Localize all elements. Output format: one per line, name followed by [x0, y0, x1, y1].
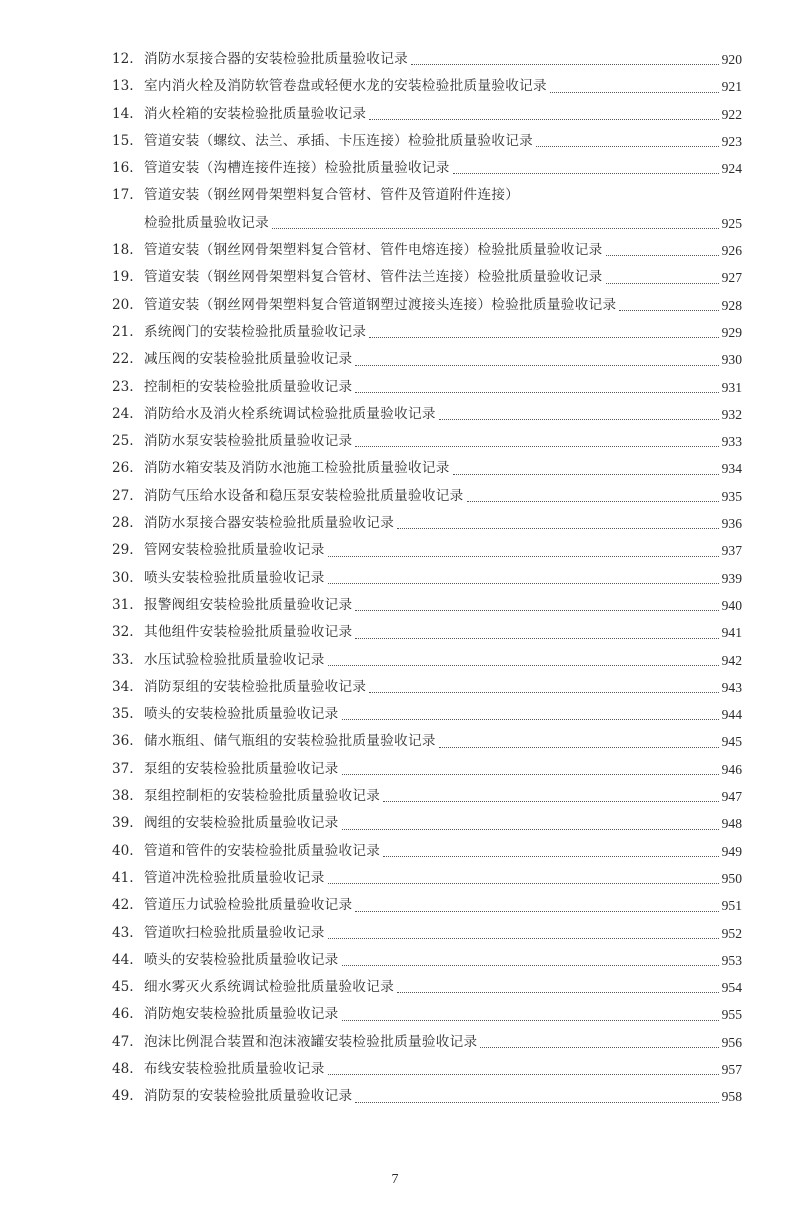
dot-leader	[383, 856, 718, 857]
toc-entry[interactable]	[112, 46, 742, 73]
dot-leader	[619, 310, 718, 311]
toc-entry[interactable]	[112, 537, 742, 564]
entry-page-number: 930	[721, 352, 742, 368]
entry-number: 37.	[112, 760, 134, 777]
entry-page-number: 948	[721, 816, 742, 832]
entry-title: 管道冲洗检验批质量验收记录	[144, 869, 325, 886]
entry-page-number: 947	[721, 789, 742, 805]
dot-leader	[328, 1074, 719, 1075]
dot-leader	[397, 528, 719, 529]
entry-title: 其他组件安装检验批质量验收记录	[144, 624, 353, 641]
entry-title: 报警阀组安装检验批质量验收记录	[144, 596, 353, 613]
entry-title: 管道压力试验检验批质量验收记录	[144, 897, 353, 914]
entry-number: 17.	[112, 187, 134, 204]
entry-title: 布线安装检验批质量验收记录	[144, 1060, 325, 1077]
dot-leader	[369, 119, 718, 120]
entry-number: 45.	[112, 979, 134, 996]
entry-page-number: 931	[721, 379, 742, 395]
entry-title: 泵组控制柜的安装检验批质量验收记录	[144, 788, 381, 805]
entry-number: 34.	[112, 678, 134, 695]
entry-number: 12.	[112, 51, 134, 67]
entry-page-number: 940	[721, 597, 742, 613]
entry-number: 31.	[112, 596, 134, 613]
entry-number: 15.	[112, 132, 134, 149]
entry-title: 管道安装（螺纹、法兰、承插、卡压连接）检验批质量验收记录	[144, 132, 534, 149]
entry-number: 36.	[112, 733, 134, 750]
dot-leader	[328, 583, 719, 584]
dot-leader	[369, 337, 718, 338]
entry-number: 41.	[112, 869, 134, 886]
entry-page-number: 937	[721, 543, 742, 559]
entry-number: 46.	[112, 1006, 134, 1023]
entry-page-number: 951	[721, 898, 742, 914]
toc-entry[interactable]	[112, 319, 742, 346]
entry-title: 消防炮安装检验批质量验收记录	[144, 1006, 339, 1023]
entry-number: 21.	[112, 323, 134, 340]
entry-number: 24.	[112, 405, 134, 422]
toc-entry[interactable]	[112, 483, 742, 510]
dot-leader	[383, 801, 718, 802]
toc-entry[interactable]	[112, 892, 742, 919]
dot-leader	[439, 419, 719, 420]
dot-leader	[453, 173, 719, 174]
entry-page-number: 929	[721, 324, 742, 340]
entry-number: 40.	[112, 842, 134, 859]
toc-entry[interactable]	[112, 182, 742, 209]
entry-title: 水压试验检验批质量验收记录	[144, 651, 325, 668]
entry-page-number: 924	[721, 161, 742, 177]
toc-entry[interactable]	[112, 128, 742, 155]
toc-entry[interactable]	[112, 264, 742, 291]
dot-leader	[606, 283, 719, 284]
entry-number: 48.	[112, 1060, 134, 1077]
dot-leader	[355, 1102, 718, 1103]
dot-leader	[536, 146, 719, 147]
entry-page-number: 944	[721, 707, 742, 723]
entry-page-number: 946	[721, 761, 742, 777]
entry-number: 35.	[112, 706, 134, 723]
toc-entry[interactable]	[112, 728, 742, 755]
entry-title: 消防水泵接合器的安装检验批质量验收记录	[144, 51, 408, 67]
entry-page-number: 932	[721, 406, 742, 422]
toc-entry[interactable]	[112, 428, 742, 455]
entry-title: 消防水泵接合器安装检验批质量验收记录	[144, 515, 395, 532]
toc-entry[interactable]	[112, 1083, 742, 1110]
dot-leader	[453, 474, 719, 475]
entry-number: 39.	[112, 815, 134, 832]
dot-leader	[355, 911, 718, 912]
toc-entry[interactable]	[112, 619, 742, 646]
entry-title: 消防水箱安装及消防水池施工检验批质量验收记录	[144, 460, 450, 477]
dot-leader	[397, 992, 719, 993]
toc-entry[interactable]	[112, 1029, 742, 1056]
entry-page-number: 952	[721, 925, 742, 941]
toc-entry[interactable]	[112, 674, 742, 701]
entry-title: 管道吹扫检验批质量验收记录	[144, 924, 325, 941]
dot-leader	[328, 556, 719, 557]
entry-page-number: 920	[721, 52, 742, 67]
entry-number: 22.	[112, 351, 134, 368]
entry-page-number: 939	[721, 570, 742, 586]
toc-entry[interactable]	[112, 947, 742, 974]
entry-title: 细水雾灭火系统调试检验批质量验收记录	[144, 979, 395, 996]
entry-number: 14.	[112, 105, 134, 122]
entry-number: 23.	[112, 378, 134, 395]
entry-page-number: 936	[721, 516, 742, 532]
dot-leader	[342, 965, 719, 966]
dot-leader	[411, 64, 719, 65]
entry-page-number: 941	[721, 625, 742, 641]
entry-title: 消防给水及消火栓系统调试检验批质量验收记录	[144, 405, 436, 422]
toc-entry[interactable]	[112, 783, 742, 810]
entry-page-number: 925	[721, 215, 742, 231]
toc-entry-continuation[interactable]	[112, 210, 742, 237]
entry-title: 管道和管件的安装检验批质量验收记录	[144, 842, 381, 859]
dot-leader	[369, 692, 718, 693]
toc-entry[interactable]	[112, 101, 742, 128]
toc-entry[interactable]	[112, 974, 742, 1001]
entry-page-number: 953	[721, 952, 742, 968]
entry-title: 消火栓箱的安装检验批质量验收记录	[144, 105, 367, 122]
entry-title: 喷头的安装检验批质量验收记录	[144, 706, 339, 723]
toc-entry[interactable]	[112, 1001, 742, 1028]
entry-page-number: 954	[721, 980, 742, 996]
dot-leader	[342, 1020, 719, 1021]
entry-number: 28.	[112, 515, 134, 532]
entry-title: 消防水泵安装检验批质量验收记录	[144, 433, 353, 450]
entry-number: 44.	[112, 951, 134, 968]
entry-number: 27.	[112, 487, 134, 504]
toc-entry[interactable]	[112, 838, 742, 865]
entry-title: 泵组的安装检验批质量验收记录	[144, 760, 339, 777]
dot-leader	[355, 610, 718, 611]
toc-entry[interactable]	[112, 865, 742, 892]
entry-number: 29.	[112, 542, 134, 559]
entry-number: 42.	[112, 897, 134, 914]
entry-title: 系统阀门的安装检验批质量验收记录	[144, 323, 367, 340]
dot-leader	[342, 774, 719, 775]
dot-leader	[342, 719, 719, 720]
dot-leader	[328, 938, 719, 939]
entry-number: 20.	[112, 296, 134, 313]
toc-entry[interactable]	[112, 292, 742, 319]
toc-entry[interactable]	[112, 237, 742, 264]
entry-page-number: 922	[721, 106, 742, 122]
entry-number: 19.	[112, 269, 134, 286]
entry-number: 33.	[112, 651, 134, 668]
toc-entry[interactable]	[112, 565, 742, 592]
dot-leader	[355, 365, 718, 366]
table-of-contents	[112, 46, 742, 1111]
dot-leader	[355, 638, 718, 639]
entry-title: 储水瓶组、储气瓶组的安装检验批质量验收记录	[144, 733, 436, 750]
entry-page-number: 928	[721, 297, 742, 313]
entry-number: 38.	[112, 788, 134, 805]
dot-leader	[328, 883, 719, 884]
toc-entry[interactable]	[112, 592, 742, 619]
entry-title: 管道安装（钢丝网骨架塑料复合管材、管件及管道附件连接）	[144, 187, 520, 204]
dot-leader	[550, 92, 719, 93]
entry-title: 管道安装（钢丝网骨架塑料复合管道钢塑过渡接头连接）检验批质量验收记录	[144, 296, 617, 313]
entry-title: 消防气压给水设备和稳压泵安装检验批质量验收记录	[144, 487, 464, 504]
entry-title: 室内消火栓及消防软管卷盘或轻便水龙的安装检验批质量验收记录	[144, 78, 547, 95]
entry-number: 47.	[112, 1033, 134, 1050]
toc-entry[interactable]	[112, 510, 742, 537]
dot-leader	[355, 392, 718, 393]
entry-title: 消防泵组的安装检验批质量验收记录	[144, 678, 367, 695]
toc-entry[interactable]	[112, 756, 742, 783]
toc-entry[interactable]	[112, 647, 742, 674]
entry-title: 阀组的安装检验批质量验收记录	[144, 815, 339, 832]
toc-entry[interactable]	[112, 1056, 742, 1083]
entry-page-number: 943	[721, 679, 742, 695]
entry-page-number: 934	[721, 461, 742, 477]
entry-title: 管道安装（沟槽连接件连接）检验批质量验收记录	[144, 160, 450, 177]
toc-entry[interactable]	[112, 701, 742, 728]
entry-title: 减压阀的安装检验批质量验收记录	[144, 351, 353, 368]
entry-number: 49.	[112, 1088, 134, 1105]
dot-leader	[355, 446, 718, 447]
entry-page-number: 950	[721, 870, 742, 886]
entry-page-number: 942	[721, 652, 742, 668]
entry-number: 16.	[112, 160, 134, 177]
page-number: 7	[391, 1172, 399, 1187]
entry-number: 43.	[112, 924, 134, 941]
dot-leader	[606, 255, 719, 256]
entry-number: 26.	[112, 460, 134, 477]
toc-entry[interactable]	[112, 73, 742, 100]
dot-leader	[272, 228, 719, 229]
toc-entry[interactable]	[112, 374, 742, 401]
entry-title: 管道安装（钢丝网骨架塑料复合管材、管件电熔连接）检验批质量验收记录	[144, 242, 603, 259]
dot-leader	[439, 747, 719, 748]
entry-number: 18.	[112, 242, 134, 259]
toc-entry[interactable]	[112, 346, 742, 373]
entry-title-continuation: 检验批质量验收记录	[144, 214, 270, 231]
toc-entry[interactable]	[112, 155, 742, 182]
dot-leader	[480, 1047, 718, 1048]
entry-page-number: 949	[721, 843, 742, 859]
entry-page-number: 957	[721, 1061, 742, 1077]
toc-entry[interactable]	[112, 920, 742, 947]
entry-number: 13.	[112, 78, 134, 95]
entry-number: 30.	[112, 569, 134, 586]
entry-page-number: 958	[721, 1089, 742, 1105]
entry-number: 25.	[112, 433, 134, 450]
entry-page-number: 935	[721, 488, 742, 504]
entry-page-number: 926	[721, 243, 742, 259]
toc-entry[interactable]	[112, 455, 742, 482]
entry-page-number: 921	[721, 79, 742, 95]
entry-title: 喷头的安装检验批质量验收记录	[144, 951, 339, 968]
entry-title: 喷头安装检验批质量验收记录	[144, 569, 325, 586]
dot-leader	[328, 665, 719, 666]
entry-page-number: 933	[721, 434, 742, 450]
dot-leader	[342, 829, 719, 830]
toc-entry[interactable]	[112, 810, 742, 837]
entry-number: 32.	[112, 624, 134, 641]
entry-title: 消防泵的安装检验批质量验收记录	[144, 1088, 353, 1105]
entry-page-number: 955	[721, 1007, 742, 1023]
entry-title: 管道安装（钢丝网骨架塑料复合管材、管件法兰连接）检验批质量验收记录	[144, 269, 603, 286]
entry-page-number: 956	[721, 1034, 742, 1050]
entry-title: 泡沫比例混合装置和泡沫液罐安装检验批质量验收记录	[144, 1033, 478, 1050]
dot-leader	[467, 501, 719, 502]
toc-entry[interactable]	[112, 401, 742, 428]
entry-page-number: 927	[721, 270, 742, 286]
entry-page-number: 945	[721, 734, 742, 750]
entry-page-number: 923	[721, 133, 742, 149]
entry-title: 管网安装检验批质量验收记录	[144, 542, 325, 559]
entry-title: 控制柜的安装检验批质量验收记录	[144, 378, 353, 395]
